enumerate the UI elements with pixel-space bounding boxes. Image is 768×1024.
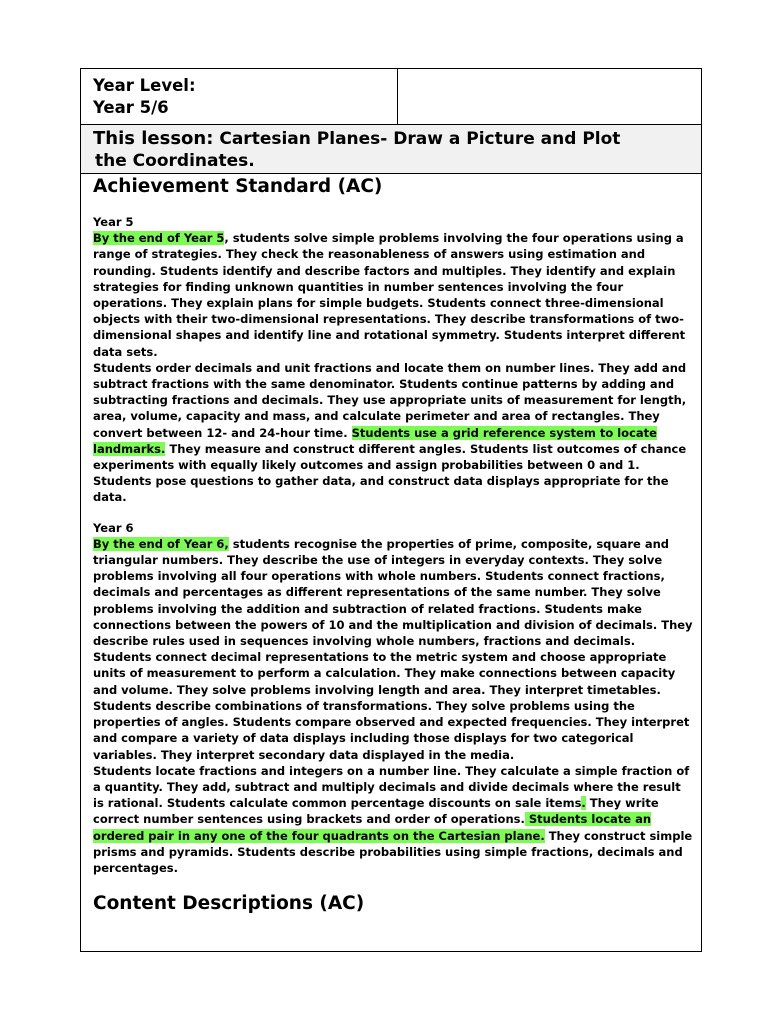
text-run: , students solve simple problems involving the four operations using a range of strategies. They check the reasonableness of answers using estimation and rounding. Students identify and describe factors and multiples. They identify and explain strategies for finding unknown quantities in number sentences involving the four operations. They explain plans for simple budgets. Students connect three-dimensional objects with their two-dimensional representations. They describe transformations of two-dimensional shapes and identify line and rotational symmetry. Students interpret different data sets. <box>93 231 686 359</box>
lesson-title-line1 <box>93 128 620 150</box>
text-run: They measure and construct different angles. Students list outcomes of chance experiments with equally likely outcomes and assign probabilities between 0 and 1. Students pose questions to gather data, and construct data displays appropriate for the data. <box>93 441 687 505</box>
text-run: They write correct number sentences using brackets and order of operations. <box>93 796 659 827</box>
highlight: Students use a grid reference system to locate landmarks. <box>93 425 657 456</box>
year5-paragraph-2 <box>93 360 693 506</box>
lesson-label: This lesson: <box>93 128 214 149</box>
year-level <box>93 75 196 119</box>
year5-paragraph-1 <box>93 230 693 360</box>
highlight: . <box>581 796 586 811</box>
text-run: Students locate fractions and integers on a number line. They calculate a simple fraction of a quantity. They add, subtract and multiply decimals and divide decimals where the result is rational. Students calculate common percentage discounts on sale items <box>93 763 690 811</box>
highlight: By the end of Year 5 <box>93 231 225 246</box>
lesson-title: Cartesian Planes- Draw a Picture and Plot <box>219 129 621 149</box>
lesson-plan-table <box>80 68 702 952</box>
year6-paragraph-2 <box>93 763 693 876</box>
year-level-cell <box>81 69 398 124</box>
lesson-row <box>81 125 701 174</box>
text-run: students recognise the properties of prime, composite, square and triangular numbers. They describe the use of integers in everyday contexts. They solve problems involving all four operations with whole numbers. Students connect fractions, decimals and percentages as different representations of the same number. They solve problems involving the addition and subtraction of related fractions. Students make connections between the powers of 10 and the multiplication and division of decimals. They describe rules used in sequences involving whole numbers, fractions and decimals. Students connect decimal representations to the metric system and choose appropriate units of measurement to perform a calculation. They make connections between capacity and volume. They solve problems involving length and area. They interpret timetables. Students describe combinations of transformations. They solve problems using the properties of angles. Students compare observed and expected frequencies. They interpret and compare a variety of data displays including those displays for two categorical variables. They interpret secondary data displayed in the media. <box>93 536 693 762</box>
lesson-title-line2: the Coordinates. <box>95 151 255 171</box>
empty-cell <box>398 69 701 124</box>
content-descriptions-heading: Content Descriptions (AC) <box>93 893 365 915</box>
text-run: They construct simple prisms and pyramids. Students describe probabilities using simple fractions, decimals and percentages. <box>93 828 693 875</box>
year6-heading: Year 6 <box>93 520 134 535</box>
text-run: Students order decimals and unit fractions and locate them on number lines. They add and subtract fractions with the same denominator. Students continue patterns by adding and subtracting fractions and decimals. They use appropriate units of measurement for length, area, volume, capacity and mass, and calculate perimeter and area of rectangles. They convert between 12- and 24-hour time. <box>93 360 687 440</box>
year6-paragraph-1 <box>93 536 693 763</box>
year-level-label: Year Level: <box>93 76 196 95</box>
highlight: By the end of Year 6, <box>93 536 229 551</box>
year-level-value: Year 5/6 <box>93 98 169 117</box>
achievement-heading: Achievement Standard (AC) <box>93 176 383 197</box>
achievement-standard-section <box>93 174 693 917</box>
highlight: Students locate an ordered pair in any one of the four quadrants on the Cartesian plane. <box>93 812 652 843</box>
year5-heading: Year 5 <box>93 215 134 229</box>
year-level-row <box>81 69 701 125</box>
